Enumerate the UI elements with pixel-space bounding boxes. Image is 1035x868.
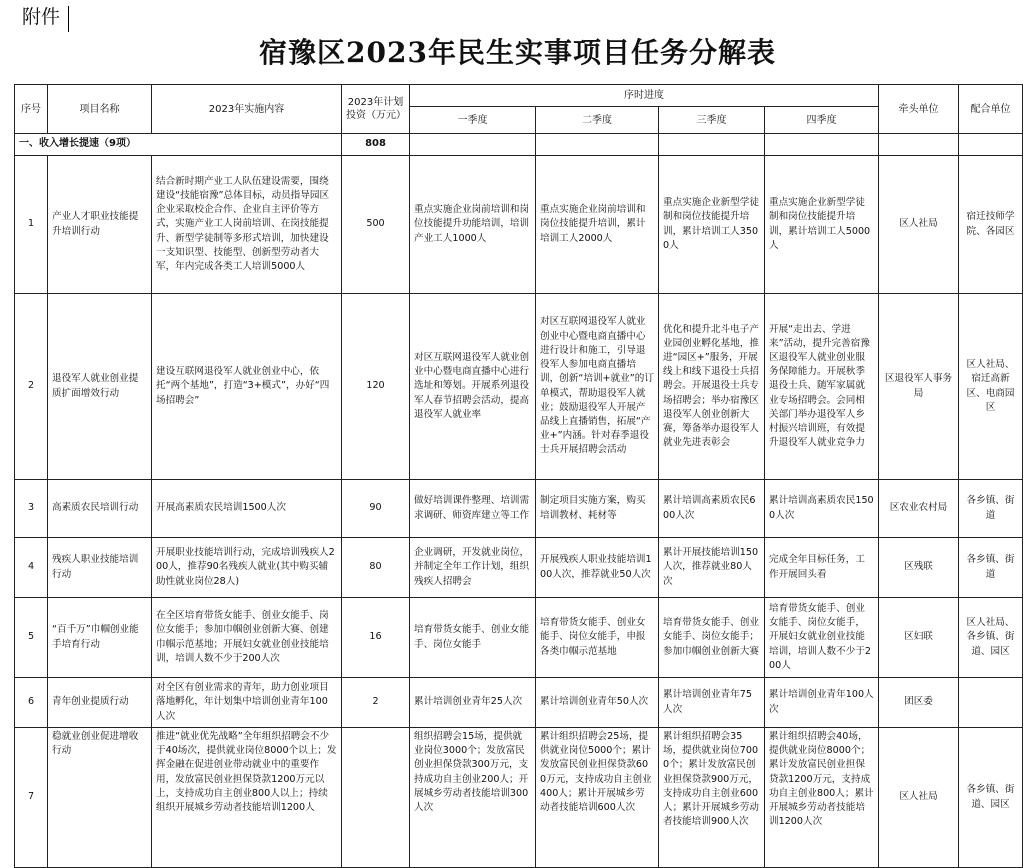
- attachment-label: 附件: [22, 6, 61, 28]
- row-name: 产业人才职业技能提升培训行动: [48, 156, 152, 294]
- row-q4: 累计组织招聘会40场，提供就业岗位8000个；累计发放富民创业担保贷款1200万元，支持成功自主创业800人；累计开展城乡劳动者技能培训1200人次: [765, 728, 879, 868]
- col-header-q1: 一季度: [410, 107, 536, 134]
- table-row: [15, 538, 1023, 598]
- row-q2: 累计组织招聘会25场，提供就业岗位5000个；累计发放富民创业担保贷款600万元，支持成功自主创业400人；累计开展城乡劳动者技能培训600人次: [536, 728, 659, 868]
- col-header-lead: 牵头单位: [879, 85, 959, 134]
- row-no: 1: [15, 156, 48, 294]
- row-name: 青年创业提质行动: [48, 678, 152, 728]
- row-q1: 培育带货女能手、创业女能手、岗位女能手: [410, 598, 536, 678]
- col-header-schedule: 序时进度: [410, 85, 879, 107]
- empty-cell: [765, 134, 879, 156]
- row-invest: 500: [342, 156, 410, 294]
- row-content: 开展高素质农民培训1500人次: [152, 480, 342, 538]
- row-q4: 累计培训创业青年100人次: [765, 678, 879, 728]
- row-coop: 区人社局、各乡镇、街道、园区: [959, 598, 1023, 678]
- row-coop: 各乡镇、街道: [959, 480, 1023, 538]
- row-content: 对全区有创业需求的青年，助力创业项目落地孵化，年计划集中培训创业青年100人次: [152, 678, 342, 728]
- row-lead: 区农业农村局: [879, 480, 959, 538]
- empty-cell: [659, 134, 765, 156]
- row-q2: 制定项目实施方案，购买培训教材、耗材等: [536, 480, 659, 538]
- col-header-invest: 2023年计划投资（万元）: [342, 85, 410, 134]
- empty-cell: [536, 134, 659, 156]
- row-q2: 重点实施企业岗前培训和岗位技能提升培训，累计培训工人2000人: [536, 156, 659, 294]
- page-title: 宿豫区2023年民生实事项目任务分解表: [259, 36, 776, 69]
- empty-cell: [879, 134, 959, 156]
- row-coop: 宿迁技师学院、各园区: [959, 156, 1023, 294]
- row-name: 退役军人就业创业提质扩面增效行动: [48, 294, 152, 480]
- row-lead: 区残联: [879, 538, 959, 598]
- section-label: 一、收入增长提速（9项）: [15, 134, 342, 156]
- row-lead: 区人社局: [879, 728, 959, 868]
- table-row: [15, 598, 1023, 678]
- row-name: 高素质农民培训行动: [48, 480, 152, 538]
- row-coop: [959, 678, 1023, 728]
- row-q1: 累计培训创业青年25人次: [410, 678, 536, 728]
- table-row: [15, 728, 1023, 868]
- row-q2: 开展残疾人职业技能培训100人次，推荐就业50人次: [536, 538, 659, 598]
- row-invest: 90: [342, 480, 410, 538]
- table-row: [15, 156, 1023, 294]
- row-invest: 16: [342, 598, 410, 678]
- row-no: 4: [15, 538, 48, 598]
- row-q3: 培育带货女能手、创业女能手、岗位女能手；参加巾帼创业创新大赛: [659, 598, 765, 678]
- row-q1: 做好培训课件整理、培训需求调研、师资库建立等工作: [410, 480, 536, 538]
- row-q2: 累计培训创业青年50人次: [536, 678, 659, 728]
- row-name: 稳就业创业促进增收行动: [48, 728, 152, 868]
- header-row-top: [15, 85, 1023, 107]
- row-q3: 累计开展技能培训150人次，推荐就业80人次: [659, 538, 765, 598]
- task-table: [14, 84, 1023, 868]
- row-no: 6: [15, 678, 48, 728]
- row-q1: 重点实施企业岗前培训和岗位技能提升功能培训，培训产业工人1000人: [410, 156, 536, 294]
- row-no: 5: [15, 598, 48, 678]
- table-row: [15, 480, 1023, 538]
- row-q1: 组织招聘会15场，提供就业岗位3000个；发放富民创业担保贷款300万元，支持成功自主创业200人；开展城乡劳动者技能培训300人次: [410, 728, 536, 868]
- row-invest: 80: [342, 538, 410, 598]
- row-q1: 对区互联网退役军人就业创业中心暨电商直播中心进行选址和筹划。开展系列退役军人春节招聘会活动，提高退役军人就业率: [410, 294, 536, 480]
- row-coop: 区人社局、宿迁高新区、电商园区: [959, 294, 1023, 480]
- row-q3: 重点实施企业新型学徒制和岗位技能提升培训，累计培训工人3500人: [659, 156, 765, 294]
- row-q3: 累计培训创业青年75人次: [659, 678, 765, 728]
- row-invest: [342, 728, 410, 868]
- row-lead: 团区委: [879, 678, 959, 728]
- text-cursor: [68, 6, 69, 32]
- row-q4: 重点实施企业新型学徒制和岗位技能提升培训，累计培训工人5000人: [765, 156, 879, 294]
- row-q4: 开展“走出去、学进来”活动，提升完善宿豫区退役军人就业创业服务保障能力。开展秋季退役士兵、随军家属就业专场招聘会。会同相关部门举办退役军人乡村振兴培训班，有效提升退役军人就业竞争力: [765, 294, 879, 480]
- row-q1: 企业调研，开发就业岗位，并制定全年工作计划，组织残疾人招聘会: [410, 538, 536, 598]
- col-header-content: 2023年实施内容: [152, 85, 342, 134]
- row-content: 在全区培育带货女能手、创业女能手、岗位女能手；参加巾帼创业创新大赛、创建巾帼示范基地；开展妇女就业创业技能培训，培训人数不少于200人次: [152, 598, 342, 678]
- row-q3: 优化和提升北斗电子产业园创业孵化基地，推进“园区+”服务，开展线上和线下退役士兵招聘会。开展退役士兵专场招聘会；举办宿豫区退役军人创业创新大赛，筹备举办退役军人就业先进表彰会: [659, 294, 765, 480]
- row-no: 7: [15, 728, 48, 868]
- section-invest: 808: [342, 134, 410, 156]
- row-content: 推进“就业优先战略”全年组织招聘会不少于40场次，提供就业岗位8000个以上；发挥金融在促进创业带动就业中的重要作用，发放富民创业担保贷款1200万元以上，支持成功自主创业800人以上；持续组织开展城乡劳动者技能培训1200人: [152, 728, 342, 868]
- section-row: [15, 134, 1023, 156]
- row-q2: 培育带货女能手、创业女能手、岗位女能手，申报各类巾帼示范基地: [536, 598, 659, 678]
- row-content: 开展职业技能培训行动，完成培训残疾人200人，推荐90名残疾人就业(其中购买辅助性就业岗位28人): [152, 538, 342, 598]
- empty-cell: [959, 134, 1023, 156]
- row-q2: 对区互联网退役军人就业创业中心暨电商直播中心进行设计和施工，引导退役军人参加电商直播培训，创新“培训+就业”的订单模式，帮助退役军人就业；鼓励退役军人开展产品线上直播销售，拓展“产业+”内涵。针对春季退役士兵开展招聘会活动: [536, 294, 659, 480]
- col-header-q3: 三季度: [659, 107, 765, 134]
- col-header-q2: 二季度: [536, 107, 659, 134]
- row-coop: 各乡镇、街道、园区: [959, 728, 1023, 868]
- col-header-no: 序号: [15, 85, 48, 134]
- row-q3: 累计组织招聘会35场，提供就业岗位7000个；累计发放富民创业担保贷款900万元，支持成功自主创业600人；累计开展城乡劳动者技能培训900人次: [659, 728, 765, 868]
- table-row: [15, 294, 1023, 480]
- row-q4: 完成全年目标任务，工作开展回头看: [765, 538, 879, 598]
- row-lead: 区妇联: [879, 598, 959, 678]
- row-coop: 各乡镇、街道: [959, 538, 1023, 598]
- row-content: 建设互联网退役军人就业创业中心，依托“两个基地”，打造“3+模式”，办好“四场招聘会”: [152, 294, 342, 480]
- row-invest: 2: [342, 678, 410, 728]
- row-lead: 区人社局: [879, 156, 959, 294]
- row-name: 残疾人职业技能培训行动: [48, 538, 152, 598]
- row-invest: 120: [342, 294, 410, 480]
- row-no: 3: [15, 480, 48, 538]
- col-header-coop: 配合单位: [959, 85, 1023, 134]
- empty-cell: [410, 134, 536, 156]
- table-row: [15, 678, 1023, 728]
- row-no: 2: [15, 294, 48, 480]
- row-q3: 累计培训高素质农民600人次: [659, 480, 765, 538]
- col-header-name: 项目名称: [48, 85, 152, 134]
- row-q4: 累计培训高素质农民1500人次: [765, 480, 879, 538]
- col-header-q4: 四季度: [765, 107, 879, 134]
- row-q4: 培育带货女能手、创业女能手、岗位女能手，开展妇女就业创业技能培训，培训人数不少于200人: [765, 598, 879, 678]
- row-content: 结合新时期产业工人队伍建设需要，围绕建设“技能宿豫”总体目标，动员指导园区企业采取校企合作、企业自主评价等方式，实施产业工人岗前培训、在岗技能提升、新型学徒制等多形式培训，加快建设一支知识型、技能型、创新型劳动者大军，年内完成各类工人培训5000人: [152, 156, 342, 294]
- row-name: “百千万”巾帼创业能手培育行动: [48, 598, 152, 678]
- row-lead: 区退役军人事务局: [879, 294, 959, 480]
